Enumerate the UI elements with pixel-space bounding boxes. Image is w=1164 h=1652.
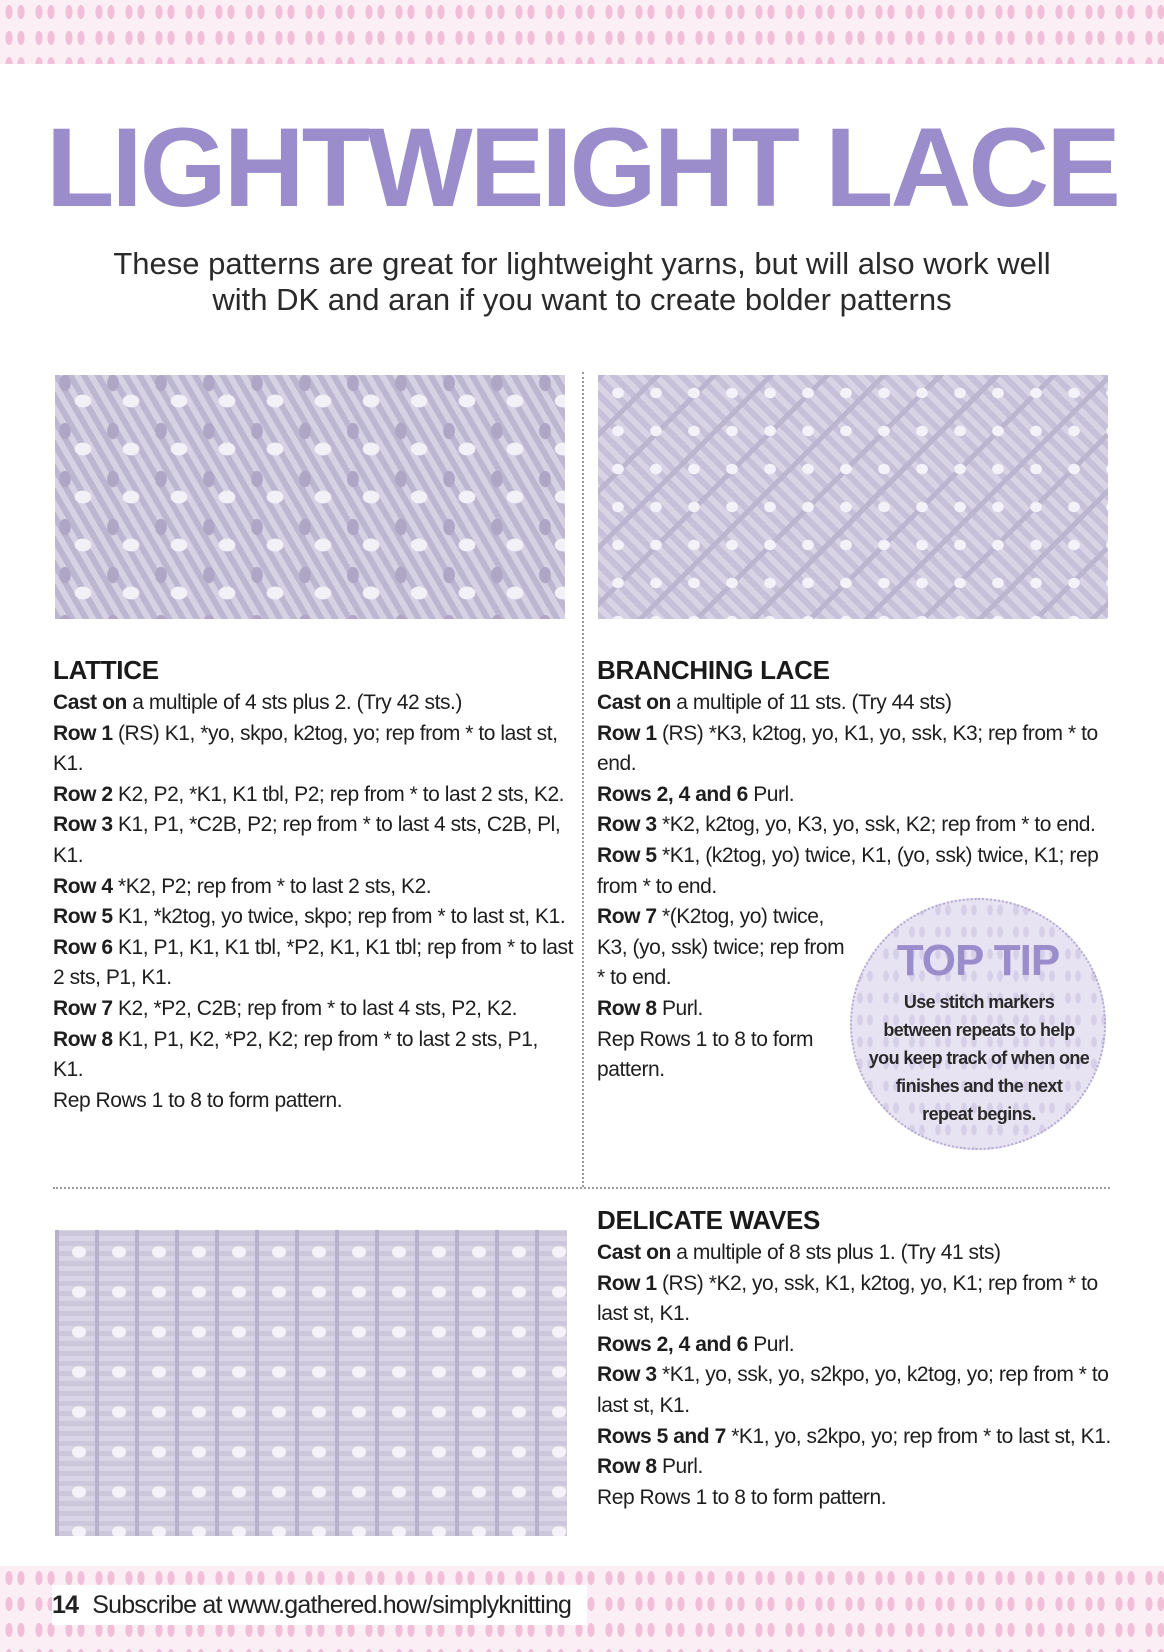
- section-divider: [53, 1187, 1110, 1189]
- branching-row-5: Row 5 *K1, (k2tog, yo) twice, K1, (yo, ssk) twice, K1; rep from * to end.: [597, 843, 1099, 898]
- delicate-waves-pattern: [597, 1203, 1112, 1513]
- delicate-waves-title: DELICATE WAVES: [597, 1205, 821, 1235]
- branching-rows-2-4-6: Rows 2, 4 and 6 Purl.: [597, 782, 795, 806]
- lattice-row-2: Row 2 K2, P2, *K1, K1 tbl, P2; rep from * to last 2 sts, K2.: [53, 782, 565, 806]
- lattice-row-4: Row 4 *K2, P2; rep from * to last 2 sts, K2.: [53, 874, 432, 898]
- waves-cast-on: Cast on a multiple of 8 sts plus 1. (Try 41 sts): [597, 1241, 1001, 1264]
- branching-row-3: Row 3 *K2, k2tog, yo, K3, yo, ssk, K2; rep from * to end.: [597, 813, 1096, 837]
- top-tip-title: TOP TIP: [896, 936, 1060, 985]
- branching-repeat: Rep Rows 1 to 8 to form pattern.: [597, 1027, 814, 1082]
- lattice-row-8: Row 8 K1, P1, K2, *P2, K2; rep from * to last 2 sts, P1, K1.: [53, 1027, 538, 1082]
- lattice-row-6: Row 6 K1, P1, K1, K1 tbl, *P2, K1, K1 tbl; rep from * to last 2 sts, P1, K1.: [53, 935, 573, 990]
- lattice-swatch-image: [55, 375, 565, 619]
- waves-row-1: Row 1 (RS) *K2, yo, ssk, K1, k2tog, yo, K1; rep from * to last st, K1.: [597, 1271, 1098, 1326]
- subtitle-line-1: These patterns are great for lightweight yarns, but will also work well: [113, 246, 1051, 281]
- lattice-row-5: Row 5 K1, *k2tog, yo twice, skpo; rep from * to last st, K1.: [53, 905, 566, 929]
- branching-lace-title: BRANCHING LACE: [597, 655, 830, 685]
- column-divider: [582, 372, 584, 1187]
- subscribe-link[interactable]: Subscribe at www.gathered.how/simplyknitting: [92, 1590, 572, 1619]
- waves-repeat: Rep Rows 1 to 8 to form pattern.: [597, 1485, 887, 1509]
- lattice-row-1: Row 1 (RS) K1, *yo, skpo, k2tog, yo; rep from * to last st, K1.: [53, 721, 558, 776]
- page-footer: [52, 1585, 587, 1625]
- page-number: 14: [52, 1590, 79, 1619]
- page-subtitle: [82, 246, 1082, 318]
- knit-pattern-top-band: [0, 0, 1164, 64]
- top-tip-text: Use stitch markers between repeats to help you keep track of when one finishes and the next repeat begins.: [868, 992, 1090, 1124]
- top-tip-badge: [850, 898, 1106, 1150]
- waves-row-3: Row 3 *K1, yo, ssk, yo, s2kpo, yo, k2tog, yo; rep from * to last st, K1.: [597, 1363, 1109, 1417]
- lattice-row-3: Row 3 K1, P1, *C2B, P2; rep from * to last 4 sts, C2B, Pl, K1.: [53, 813, 561, 867]
- lattice-repeat: Rep Rows 1 to 8 to form pattern.: [53, 1088, 343, 1112]
- branching-row-1: Row 1 (RS) *K3, k2tog, yo, K1, yo, ssk, K3; rep from * to end.: [597, 721, 1098, 776]
- page-title: LIGHTWEIGHT LACE: [46, 105, 1118, 230]
- waves-row-8: Row 8 Purl.: [597, 1455, 703, 1479]
- branching-lace-swatch-image: [598, 375, 1108, 619]
- waves-rows-5-7: Rows 5 and 7 *K1, yo, s2kpo, yo; rep from * to last st, K1.: [597, 1424, 1111, 1448]
- lattice-cast-on: Cast on a multiple of 4 sts plus 2. (Try 42 sts.): [53, 691, 462, 714]
- branching-row-7: Row 7 *(K2tog, yo) twice, K3, (yo, ssk) twice; rep from * to end.: [597, 905, 845, 990]
- lattice-row-7: Row 7 K2, *P2, C2B; rep from * to last 4 sts, P2, K2.: [53, 996, 518, 1020]
- branching-row-8: Row 8 Purl.: [597, 996, 703, 1020]
- branching-cast-on: Cast on a multiple of 11 sts. (Try 44 sts): [597, 691, 952, 714]
- delicate-waves-swatch-image: [55, 1230, 567, 1536]
- waves-rows-2-4-6: Rows 2, 4 and 6 Purl.: [597, 1332, 795, 1356]
- lattice-title: LATTICE: [53, 655, 159, 685]
- lattice-pattern: [53, 653, 573, 1116]
- subtitle-line-2: with DK and aran if you want to create bolder patterns: [212, 282, 952, 317]
